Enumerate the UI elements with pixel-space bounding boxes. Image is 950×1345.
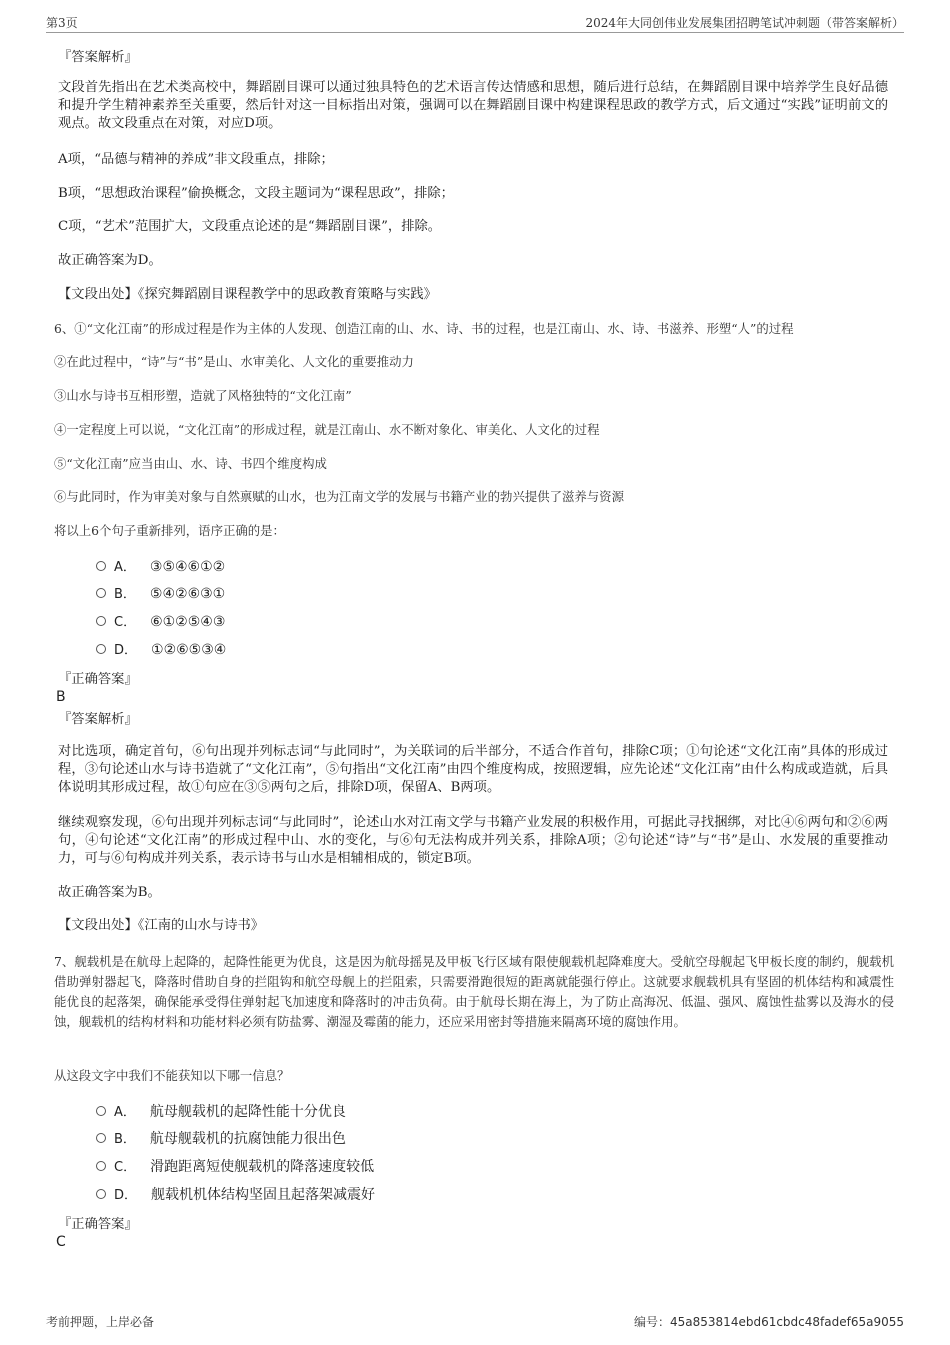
document-code-label: 编号： (634, 1315, 671, 1329)
analysis-item-a: A项，“品德与精神的养成”非文段重点，排除； (58, 152, 334, 167)
document-code (634, 1313, 904, 1330)
question-6-sentence-3: ③山水与诗书互相形塑，造就了风格独特的“文化江南” (54, 388, 352, 403)
question-6-sentence-1: 6、①“文化江南”的形成过程是作为主体的人发现、创造江南的山、水、诗、书的过程，也是江南山、水、诗、书滋养、形塑“人”的过程 (54, 321, 794, 336)
radio-icon[interactable] (96, 588, 106, 598)
document-code-value: 45a853814ebd61cbdc48fadef65a9055 (670, 1315, 904, 1329)
q7-option-c[interactable]: C． 滑跑距离短使舰载机的降落速度较低 (96, 1157, 374, 1177)
q6-option-c[interactable]: C． ⑥①②⑤④③ (96, 612, 225, 632)
page-number: 第3页 (46, 16, 78, 30)
q6-answer-heading: 『正确答案』 (58, 672, 138, 687)
analysis-conclusion: 故正确答案为D。 (58, 253, 162, 268)
analysis-item-c: C项，“艺术”范围扩大，文段重点论述的是“舞蹈剧目课”，排除。 (58, 219, 442, 234)
q6-option-d[interactable]: D． ①②⑥⑤③④ (96, 640, 226, 660)
q6-analysis-paragraph-1: 对比选项，确定首句，⑥句出现并列标志词“与此同时”，为关联词的后半部分，不适合作首句，排除C项；①句论述“文化江南”具体的形成过程，③句论述山水与诗书造就了“文化江南”，⑤句指出“文化江南”由四个维度构成，按照逻辑，应先论述“文化江南”由什么构成或造就，后具体说明其形成过程，故①句应在③⑤两句之后，排除D项，保留A、B两项。 (58, 744, 888, 795)
radio-icon[interactable] (96, 561, 106, 571)
question-6-sentence-4: ④一定程度上可以说，“文化江南”的形成过程，就是江南山、水不断对象化、审美化、人文化的过程 (54, 422, 600, 437)
question-6-sentence-2: ②在此过程中，“诗”与“书”是山、水审美化、人文化的重要推动力 (54, 354, 414, 369)
q7-answer: C (56, 1234, 66, 1250)
question-6-prompt: 将以上6个句子重新排列，语序正确的是： (54, 523, 285, 538)
q6-option-b[interactable]: B． ⑤④②⑥③① (96, 584, 225, 604)
q7-option-d[interactable]: D． 舰载机机体结构坚固且起落架减震好 (96, 1185, 375, 1205)
analysis-item-b: B项，“思想政治课程”偷换概念，文段主题词为“课程思政”，排除； (58, 186, 454, 201)
q6-analysis-heading: 『答案解析』 (58, 712, 138, 727)
footer-slogan: 考前押题，上岸必备 (46, 1315, 155, 1329)
question-7-stem: 7、舰载机是在航母上起降的，起降性能更为优良，这是因为航母摇晃及甲板飞行区域有限使舰载机起降难度大。受航空母舰起飞甲板长度的制约，舰载机借助弹射器起飞，降落时借助自身的拦阻钩和航空母舰上的拦阻索，只需要滑跑很短的距离就能强行停止。这就要求舰载机具有坚固的机体结构和减震性能优良的起落架，确保能承受得住弹射起飞加速度和降落时的冲击负荷。由于航母长期在海上，为了防止高海况、低温、强风、腐蚀性盐雾以及海水的侵蚀，舰载机的结构材料和功能材料必须有防盐雾、潮湿及霉菌的能力，还应采用密封等措施来隔离环境的腐蚀作用。 (54, 954, 894, 1029)
document-title: 2024年大同创伟业发展集团招聘笔试冲刺题（带答案解析） (585, 16, 904, 30)
q6-conclusion: 故正确答案为B。 (58, 885, 161, 900)
q6-analysis-paragraph-2: 继续观察发现，⑥句出现并列标志词“与此同时”，论述山水对江南文学与书籍产业发展的积极作用，可据此寻找捆绑，对比④⑥两句和②⑥两句，④句论述“文化江南”的形成过程中山、水的变化，与⑥句无法构成并列关系，排除A项；②句论述“诗”与“书”是山、水发展的重要推动力，可与⑥句构成并列关系，表示诗书与山水是相辅相成的，锁定B项。 (58, 815, 888, 866)
passage-source: 【文段出处】《探究舞蹈剧目课程教学中的思政教育策略与实践》 (58, 287, 437, 302)
q7-option-b[interactable]: B． 航母舰载机的抗腐蚀能力很出色 (96, 1129, 346, 1149)
page-footer (46, 1313, 904, 1331)
q7-option-a[interactable]: A． 航母舰载机的起降性能十分优良 (96, 1102, 346, 1122)
question-6-sentence-5: ⑤“文化江南”应当由山、水、诗、书四个维度构成 (54, 456, 327, 471)
radio-icon[interactable] (96, 616, 106, 626)
question-6-sentence-6: ⑥与此同时，作为审美对象与自然禀赋的山水，也为江南文学的发展与书籍产业的勃兴提供了滋养与资源 (54, 489, 624, 504)
radio-icon[interactable] (96, 1189, 106, 1199)
radio-icon[interactable] (96, 1133, 106, 1143)
analysis-heading: 『答案解析』 (58, 50, 138, 65)
q6-answer: B (56, 689, 66, 705)
q6-option-a[interactable]: A． ③⑤④⑥①② (96, 557, 225, 577)
radio-icon[interactable] (96, 644, 106, 654)
radio-icon[interactable] (96, 1161, 106, 1171)
radio-icon[interactable] (96, 1106, 106, 1116)
q7-answer-heading: 『正确答案』 (58, 1217, 138, 1232)
analysis-paragraph: 文段首先指出在艺术类高校中，舞蹈剧目课可以通过独具特色的艺术语言传达情感和思想，随后进行总结，在舞蹈剧目课中培养学生良好品德和提升学生精神素养至关重要，然后针对这一目标指出对策，强调可以在舞蹈剧目课中构建课程思政的教学方式，后文通过“实践”证明前文的观点。故文段重点在对策，对应D项。 (58, 80, 888, 131)
question-7-prompt: 从这段文字中我们不能获知以下哪一信息？ (54, 1068, 290, 1083)
q6-passage-source: 【文段出处】《江南的山水与诗书》 (58, 918, 265, 933)
